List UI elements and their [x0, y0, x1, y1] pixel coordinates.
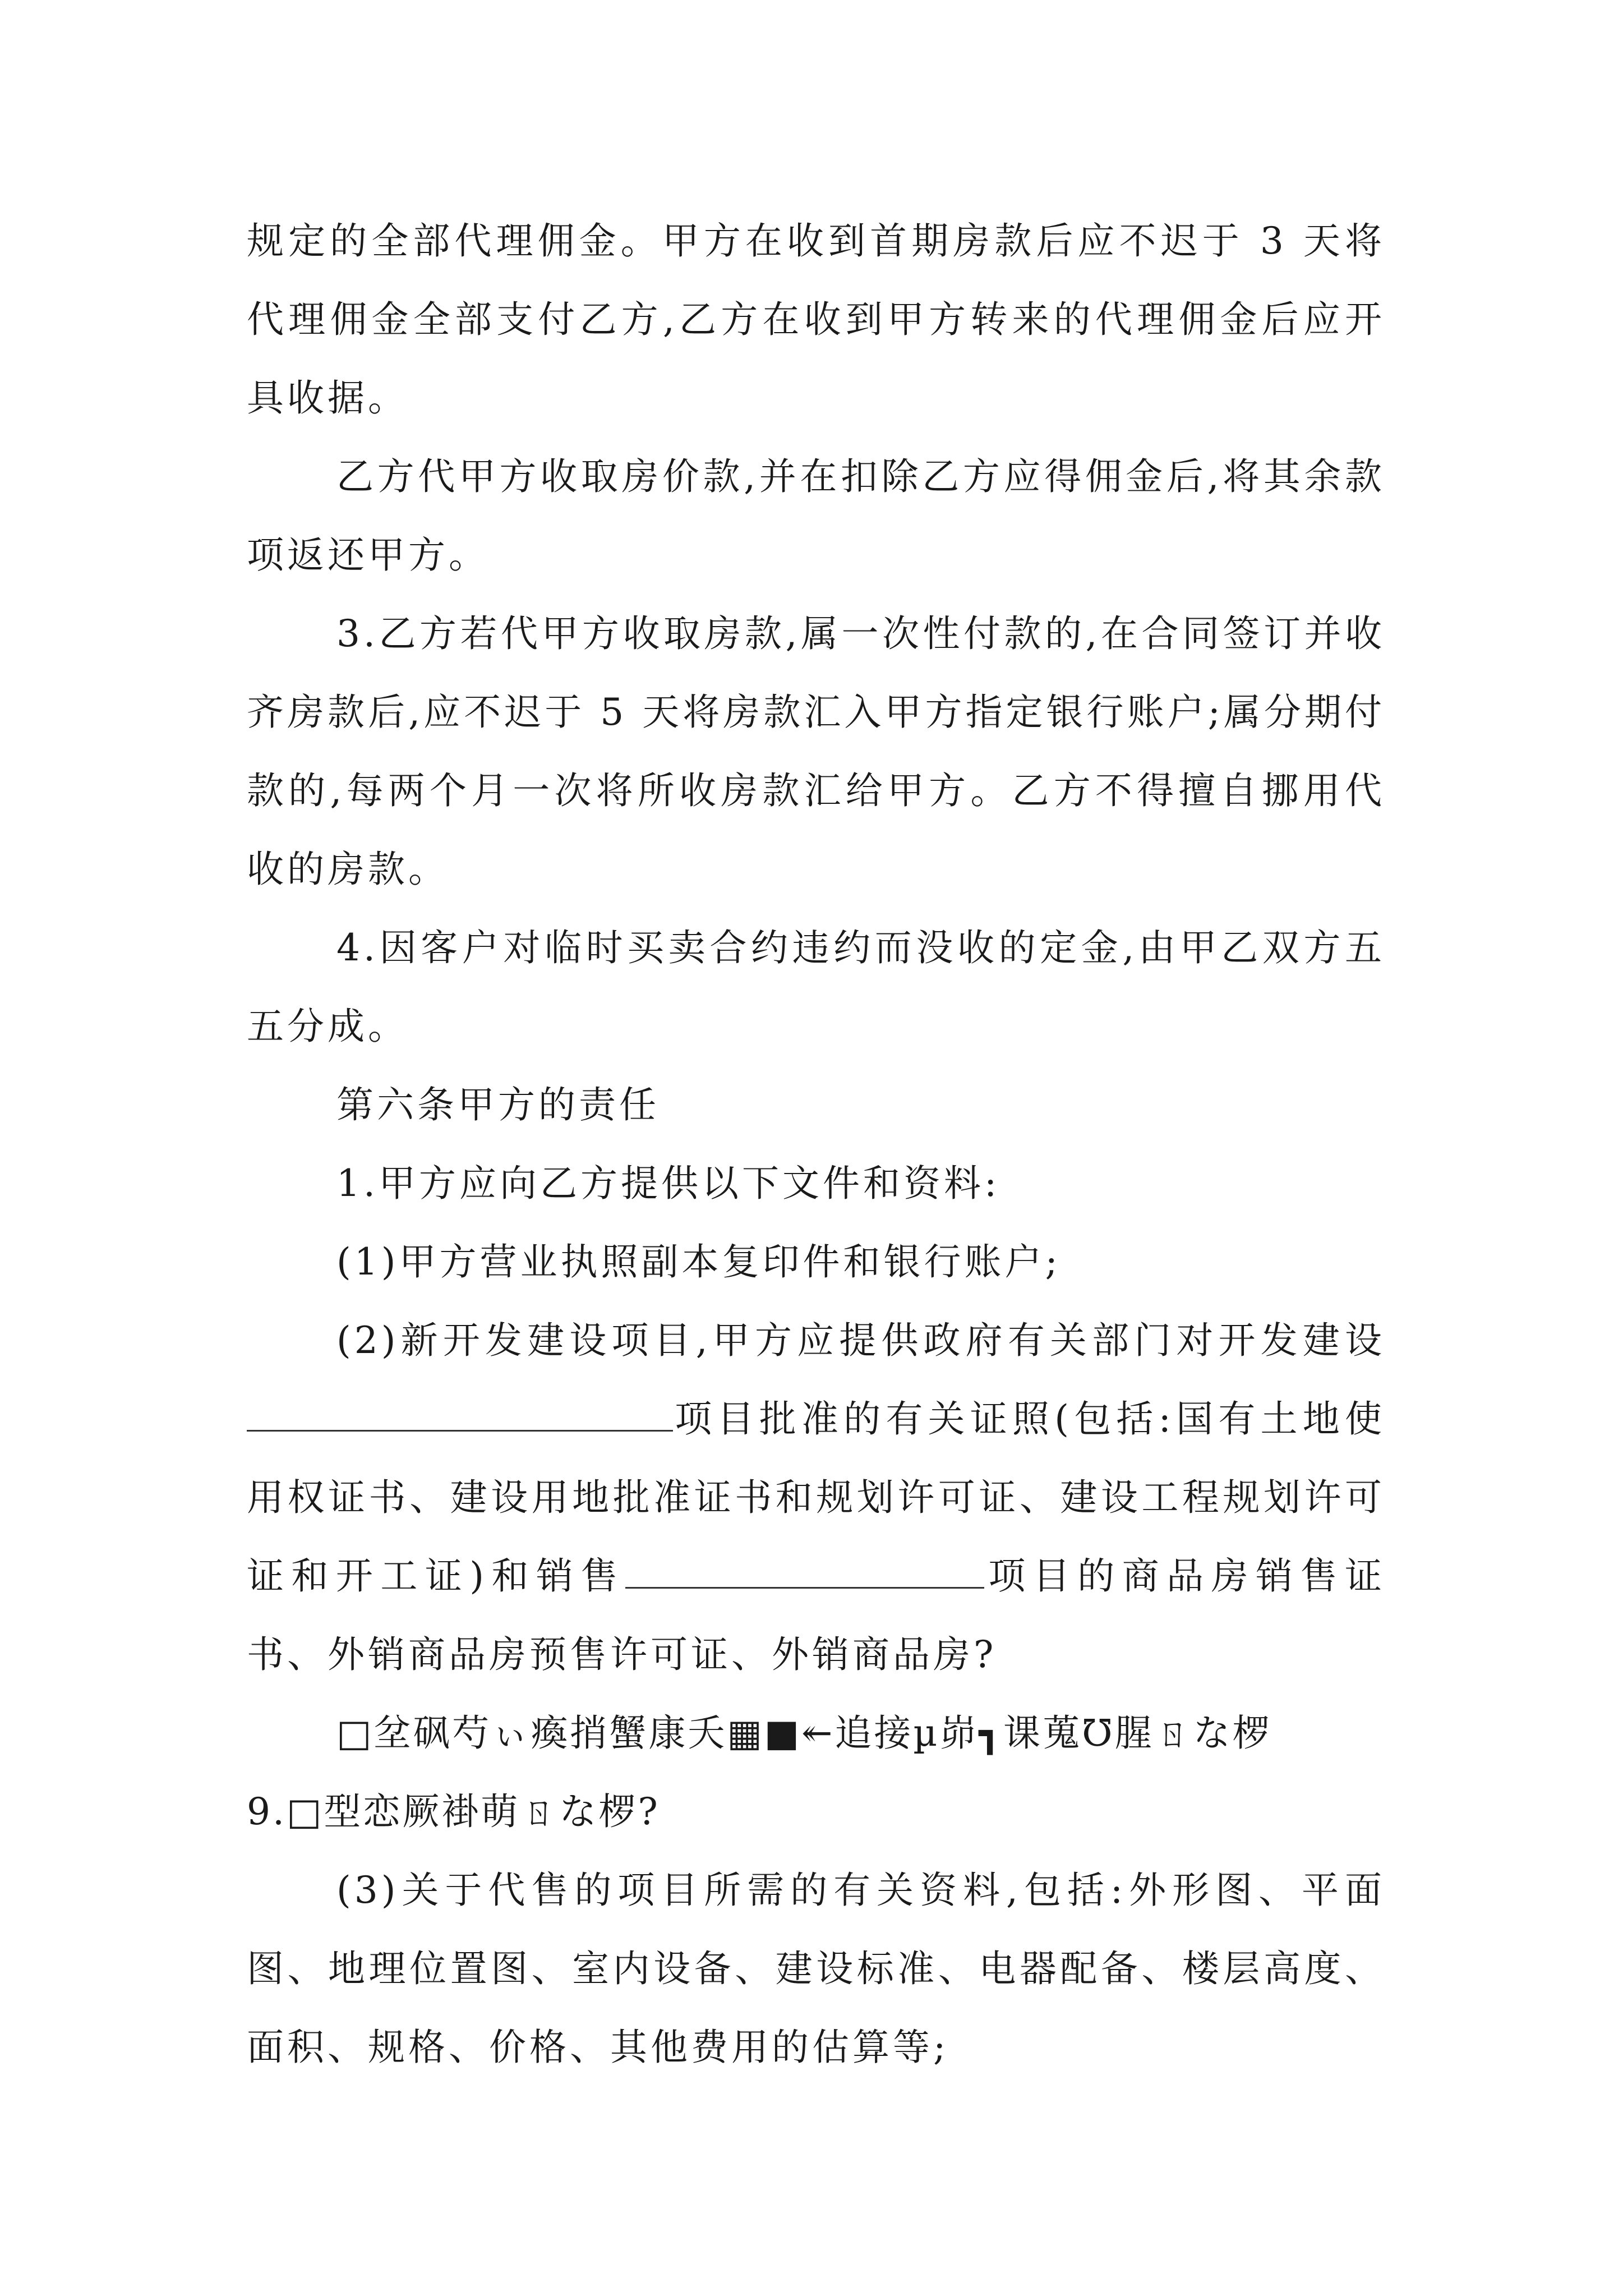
- subitem-2-part-1: (2)新开发建设项目,甲方应提供政府有关部门对开发建设: [336, 1319, 1385, 1362]
- fill-in-blank-sales-project[interactable]: [625, 1553, 984, 1589]
- paragraph-commission-payment: 规定的全部代理佣金。甲方在收到首期房款后应不迟于 3 天将代理佣金全部支付乙方,乙方在收到甲方转来的代理佣金后应开具收据。: [247, 219, 1385, 420]
- paragraph-subitem-3: (3)关于代售的项目所需的有关资料,包括:外形图、平面图、地理位置图、室内设备、建设标准、电器配备、楼层高度、面积、规格、价格、其他费用的估算等;: [247, 1869, 1385, 2069]
- document-body: [247, 202, 1385, 2087]
- paragraph-garbled-item-9: 9.□型恋厥褂萌ㄖな椤?: [247, 1790, 660, 1833]
- subitem-2-part-3: 项目的商品房销售证书、外销商品房预售许可证、外销商品房?: [247, 1554, 1385, 1676]
- section-heading-article-6: 第六条甲方的责任: [336, 1083, 660, 1126]
- paragraph-item-1: 1.甲方应向乙方提供以下文件和资料:: [336, 1162, 1000, 1205]
- subitem-2-part-2: 项目批准的有关证照(包括:国有土地使用权证书、建设用地批准证书和规划许可证、建设工程规划许可证和开工证)和销售: [247, 1397, 1385, 1598]
- paragraph-subitem-2: [247, 1301, 1385, 1694]
- paragraph-clause-4: 4.因客户对临时买卖合约违约而没收的定金,由甲乙双方五五分成。: [247, 926, 1385, 1048]
- paragraph-clause-3: 3.乙方若代甲方收取房款,属一次性付款的,在合同签订并收齐房款后,应不迟于 5 天将房款汇入甲方指定银行账户;属分期付款的,每两个月一次将所收房款汇给甲方。乙方不得擅自挪用代收的房款。: [247, 612, 1385, 891]
- fill-in-blank-project-name[interactable]: [247, 1396, 673, 1432]
- paragraph-subitem-1: (1)甲方营业执照副本复印件和银行账户;: [336, 1240, 1061, 1283]
- paragraph-collect-price: 乙方代甲方收取房价款,并在扣除乙方应得佣金后,将其余款项返还甲方。: [247, 455, 1385, 577]
- paragraph-garbled-text: □坌砜芍ぃ瘓捎蟹康夭▦■↞追接µ峁┓课蒐℧腥ㄖな椤: [336, 1711, 1272, 1755]
